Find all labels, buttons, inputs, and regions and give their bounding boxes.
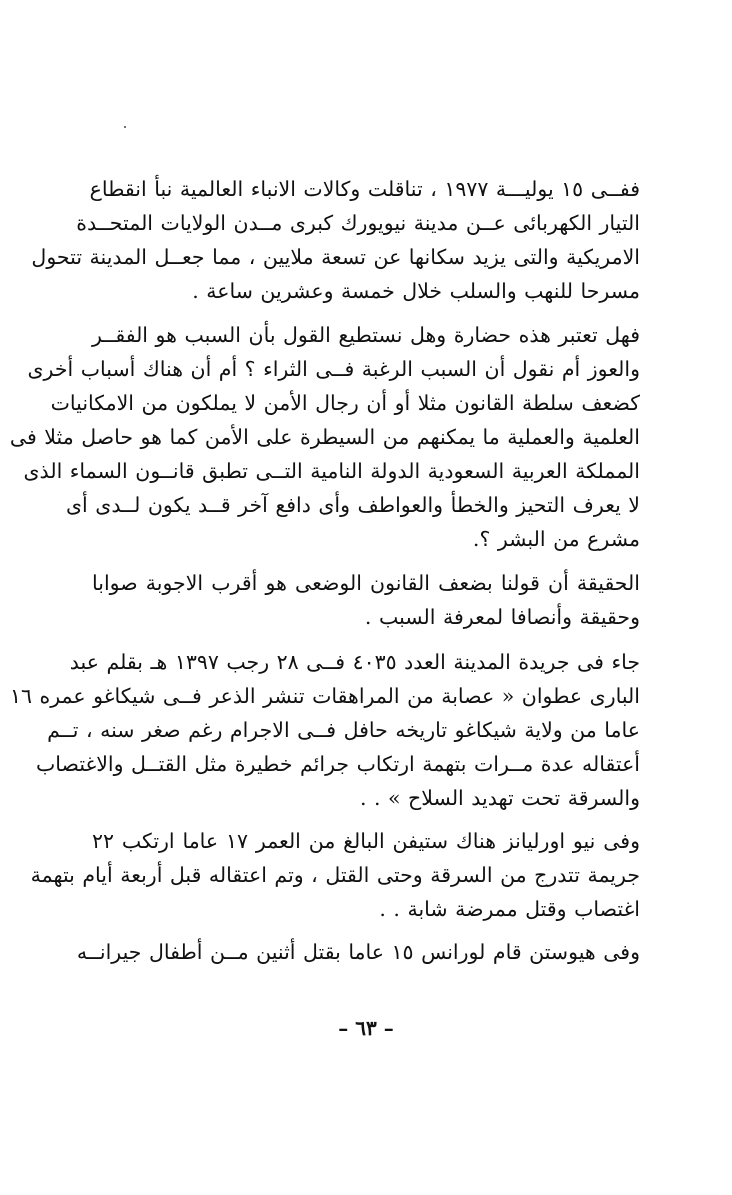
text-line: العلمية والعملية ما يمكنهم من السيطرة على الأمن كما هو حاصل مثلا فى [9, 425, 640, 449]
paragraph-2 [9, 318, 640, 556]
text-line: كضعف سلطة القانون مثلا أو أن رجال الأمن لا يملكون من الامكانيات [50, 391, 640, 415]
text-line: مشرع من البشر ؟. [472, 527, 640, 551]
text-line: الحقيقة أن قولنا بضعف القانون الوضعى هو أقرب الاجوبة صوابا [92, 571, 640, 595]
text-line: البارى عطوان « عصابة من المراهقات تنشر الذعر فــى شيكاغو عمره ١٦ [9, 684, 640, 708]
text-line: والسرقة تحت تهديد السلاح » . . [359, 786, 640, 810]
text-line: أعتقاله عدة مــرات بتهمة ارتكاب جرائم خطيرة مثل القتــل والاغتصاب [36, 752, 640, 776]
text-line: الامريكية والتى يزيد سكانها عن تسعة ملايين ، مما جعــل المدينة تتحول [31, 245, 640, 269]
text-line: والعوز أم نقول أن السبب الرغبة فــى الثراء ؟ أم أن هناك أسباب أخرى [27, 357, 640, 381]
text-line: المملكة العربية السعودية الدولة النامية التــى تطبق قانــون السماء الذى [23, 459, 640, 483]
text-line: عاما من ولاية شيكاغو تاريخه حافل فــى الاجرام رغم صغر سنه ، تــم [47, 718, 640, 742]
paragraph-5 [30, 824, 640, 926]
paragraph-1 [31, 172, 640, 308]
text-line: ففــى ١٥ يوليـــة ١٩٧٧ ، تناقلت وكالات الانباء العالمية نبأ انقطاع [89, 177, 640, 201]
text-line: جريمة تتدرج من السرقة وحتى القتل ، وتم اعتقاله قبل أربعة أيام بتهمة [30, 863, 640, 887]
paragraph-3 [92, 566, 640, 634]
text-line: وفى نيو اورليانز هناك ستيفن البالغ من العمر ١٧ عاما ارتكب ٢٢ [92, 829, 640, 853]
text-line: التيار الكهربائى عــن مدينة نيويورك كبرى مــدن الولايات المتحــدة [76, 211, 640, 235]
paragraph-6 [76, 935, 640, 969]
text-line: اغتصاب وقتل ممرضة شابة . . [379, 897, 640, 921]
text-line: وفى هيوستن قام لورانس ١٥ عاما بقتل أثنين مــن أطفال جيرانــه [76, 940, 640, 964]
text-line: وحقيقة وأنصافا لمعرفة السبب . [364, 605, 640, 629]
text-line: فهل تعتبر هذه حضارة وهل نستطيع القول بأن السبب هو الفقــر [92, 323, 640, 347]
text-line: جاء فى جريدة المدينة العدد ٤٠٣٥ فــى ٢٨ رجب ١٣٩٧ هـ بقلم عبد [69, 650, 640, 674]
scan-speck [124, 126, 126, 128]
page-number: – ٦٣ – [338, 1016, 394, 1040]
text-line: مسرحا للنهب والسلب خلال خمسة وعشرين ساعة . [192, 279, 640, 303]
paragraph-4 [9, 645, 640, 815]
text-line: لا يعرف التحيز والخطأ والعواطف وأى دافع آخر قــد يكون لــدى أى [66, 493, 640, 517]
